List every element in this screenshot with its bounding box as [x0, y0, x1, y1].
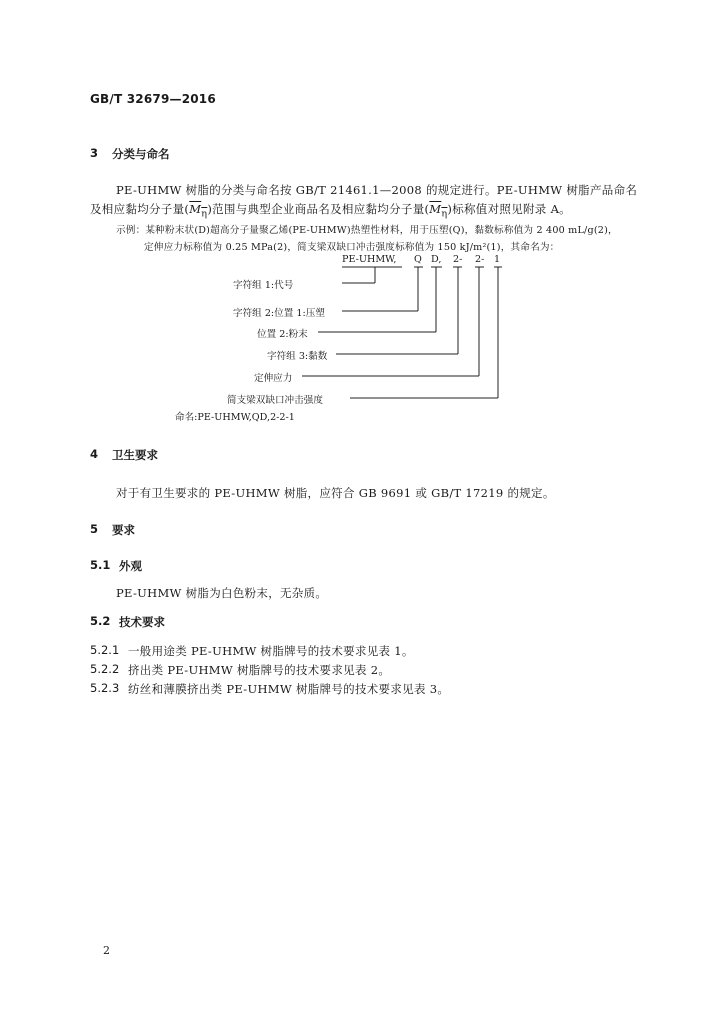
section-5-1-number: 5.1: [90, 558, 111, 572]
section-5-1-title: 外观: [119, 559, 142, 573]
clause-5-2-1-text: 一般用途类 PE-UHMW 树脂牌号的技术要求见表 1。: [128, 644, 414, 658]
code-part-impact: 1: [494, 254, 501, 265]
diagram-label-impact: 简支梁双缺口冲击强度: [227, 395, 323, 406]
paragraph-text: )范围与典型企业商品名及相应黏均分子量(: [207, 202, 430, 216]
example-line2: 定伸应力标称值为 0.25 MPa(2)，简支梁双缺口冲击强度标称值为 150 kJ/m²(1)，其命名为：: [144, 242, 560, 253]
clause-5-2-2-number: 5.2.2: [90, 662, 120, 676]
section-5-2-number: 5.2: [90, 614, 111, 628]
clause-5-2-3-text: 纺丝和薄膜挤出类 PE-UHMW 树脂牌号的技术要求见表 3。: [128, 682, 450, 696]
paragraph-text: )标称值对照见附录 A。: [447, 202, 571, 216]
symbol-m: M: [429, 202, 442, 216]
code-part-designation: PE-UHMW,: [342, 254, 397, 265]
clause-5-2-1-number: 5.2.1: [90, 643, 120, 657]
paragraph-text: 及相应黏均分子量(: [90, 202, 190, 216]
section-4-title: 卫生要求: [112, 448, 158, 462]
clause-5-2-3-number: 5.2.3: [90, 681, 120, 695]
section-5-2-title: 技术要求: [119, 615, 165, 629]
symbol-subscript: η: [201, 208, 208, 220]
code-part-viscosity: 2-: [453, 254, 463, 265]
clause-5-2-2-text: 挤出类 PE-UHMW 树脂牌号的技术要求见表 2。: [128, 663, 391, 677]
example-line1: 示例：某种粉末状(D)超高分子量聚乙烯(PE-UHMW)热塑性材料，用于压塑(Q)，黏数标称值为 2 400 mL/g(2)，: [116, 225, 618, 236]
section-3-paragraph-line1: PE-UHMW 树脂的分类与命名按 GB/T 21461.1—2008 的规定进行。PE-UHMW 树脂产品命名: [116, 183, 638, 197]
code-part-form: D,: [431, 254, 442, 265]
section-5-number: 5: [90, 522, 99, 536]
diagram-label-group3: 字符组 3:黏数: [267, 351, 328, 362]
diagram-label-group1: 字符组 1:代号: [233, 280, 294, 291]
standard-header: GB/T 32679—2016: [90, 92, 216, 106]
section-3-number: 3: [90, 146, 99, 160]
section-4-text: 对于有卫生要求的 PE-UHMW 树脂，应符合 GB 9691 或 GB/T 17219 的规定。: [116, 486, 555, 500]
page-number: 2: [103, 944, 111, 957]
section-5-title: 要求: [112, 523, 135, 537]
diagram-label-stress: 定伸应力: [254, 373, 293, 384]
section-3-title: 分类与命名: [112, 147, 170, 161]
symbol-m: M: [189, 202, 202, 216]
diagram-label-group2: 字符组 2:位置 1:压塑: [233, 308, 325, 319]
code-part-process: Q: [414, 254, 422, 265]
code-part-stress: 2-: [475, 254, 485, 265]
naming-result: 命名:PE-UHMW,QD,2-2-1: [175, 412, 295, 423]
section-4-number: 4: [90, 447, 99, 461]
symbol-subscript: η: [441, 208, 448, 220]
section-5-1-text: PE-UHMW 树脂为白色粉末，无杂质。: [116, 586, 328, 600]
diagram-label-position2: 位置 2:粉末: [257, 329, 308, 340]
